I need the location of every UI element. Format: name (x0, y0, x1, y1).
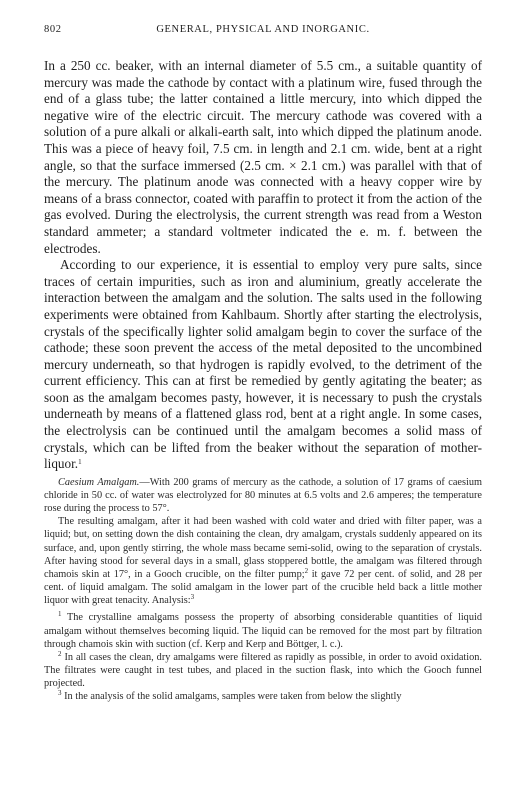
page-number: 802 (44, 24, 62, 35)
body-text (44, 58, 482, 473)
footnote-text: The crystalline amalgams possess the property of absorbing considerable quantities of liquid amalgam without themselves becoming liquid. The liquid can be removed for the most part by filtration through chamois skin with suction (cf. Kerp and Kerp and Böttger, l. c.). (44, 612, 482, 650)
footnote-number: 2 (58, 649, 62, 658)
footnote-mark: 3 (190, 593, 195, 602)
body-paragraph (44, 257, 482, 473)
footnote-number: 3 (58, 689, 62, 698)
footnote-text: In the analysis of the solid amalgams, samples were taken from below the slightly (64, 691, 402, 703)
footnote-mark: 2 (304, 566, 309, 575)
footnotes (44, 611, 482, 703)
page-header (44, 24, 482, 42)
footnote-mark: 1 (78, 458, 82, 467)
caesium-amalgam-section (44, 476, 482, 608)
runin-dash: — (139, 476, 150, 488)
body-paragraph: In a 250 cc. beaker, with an internal diameter of 5.5 cm., a suitable quantity of mercury was made the cathode by contact with a platinum wire, fused through the end of a glass tube; the latter contained a little mercury, into which dipped the negative wire of the electric circuit. The mercury cathode was covered with a solution of a pure alkali or alkali-earth salt, into which dipped the platinum anode. This was a piece of heavy foil, 7.5 cm. in length and 2.1 cm. wide, bent at a right angle, so that the surface immersed (2.5 cm. × 2.1 cm.) was parallel with that of the mercury. The platinum anode was connected with a heavy copper wire by means of a brass connector, coated with paraffin to protect it from the action of the gas evolved. During the electrolysis, the current strength was read from a Weston standard ammeter; a standard voltmeter indicated the e. m. f. between the electrodes. (44, 58, 482, 256)
footnote (44, 690, 482, 703)
book-page (44, 24, 482, 704)
footnote (44, 611, 482, 650)
small-paragraph-text: The resulting amalgam, after it had been washed with cold water and dried with filter paper, was a liquid; but, on setting down the dish containing the clean, dry amalgam, crystals suddenly appeared on its surface, and, upon gently stirring, the whole mass became semi-solid, owing to the separation of crystals. After having stood for several days in a small, glass stoppered bottle, the amalgam was filtered through chamois skin at 17°, in a Gooch crucible, on the filter pump; (44, 516, 482, 580)
small-paragraph-text: With 200 grams of mercury as the cathode, a solution of 17 grams of caesium chloride in 50 cc. of water was electrolyzed for 80 minutes at 6.5 volts and 2.6 amperes; the temperature rose during the process to 57°. (44, 476, 482, 515)
footnote (44, 651, 482, 690)
running-head: GENERAL, PHYSICAL AND INORGANIC. (156, 24, 370, 35)
small-paragraph-text: it gave 72 per cent. of solid, and 28 per cent. of liquid amalgam. The solid amalgam in the lower part of the crucible held back a little mother liquor with great tenacity. Analysis: (44, 568, 482, 607)
footnote-text: In all cases the clean, dry amalgams were filtered as rapidly as possible, in order to avoid oxidation. The filtrates were caught in test tubes, and placed in the suction flask, into which the Gooch funnel projected. (44, 651, 482, 690)
footnote-number: 1 (58, 610, 62, 619)
small-paragraph (44, 515, 482, 607)
small-paragraph (44, 476, 482, 515)
section-runin-heading: Caesium Amalgam. (58, 476, 140, 488)
body-paragraph-text: According to our experience, it is essential to employ very pure salts, since traces of certain impurities, such as iron and aluminium, greatly accelerate the interaction between the amalgam and the solution. The salts used in the following experiments were obtained from Kahlbaum. Shortly after starting the electrolysis, crystals of the specifically lighter solid amalgam begin to cover the surface of the cathode; these soon prevent the access of the metal deposited to the uncombined mercury underneath, so that hydrogen is rapidly evolved, to the detriment of the current efficiency. This can at first be remedied by gently agitating the beater; as soon as the amalgam becomes pasty, however, it is necessary to push the crystals underneath by means of a flattened glass rod, bent at a right angle. In some cases, the electrolysis can be continued until the amalgam becomes a solid mass of crystals, which can be lifted from the beaker without the separation of mother-liquor. (44, 257, 482, 472)
